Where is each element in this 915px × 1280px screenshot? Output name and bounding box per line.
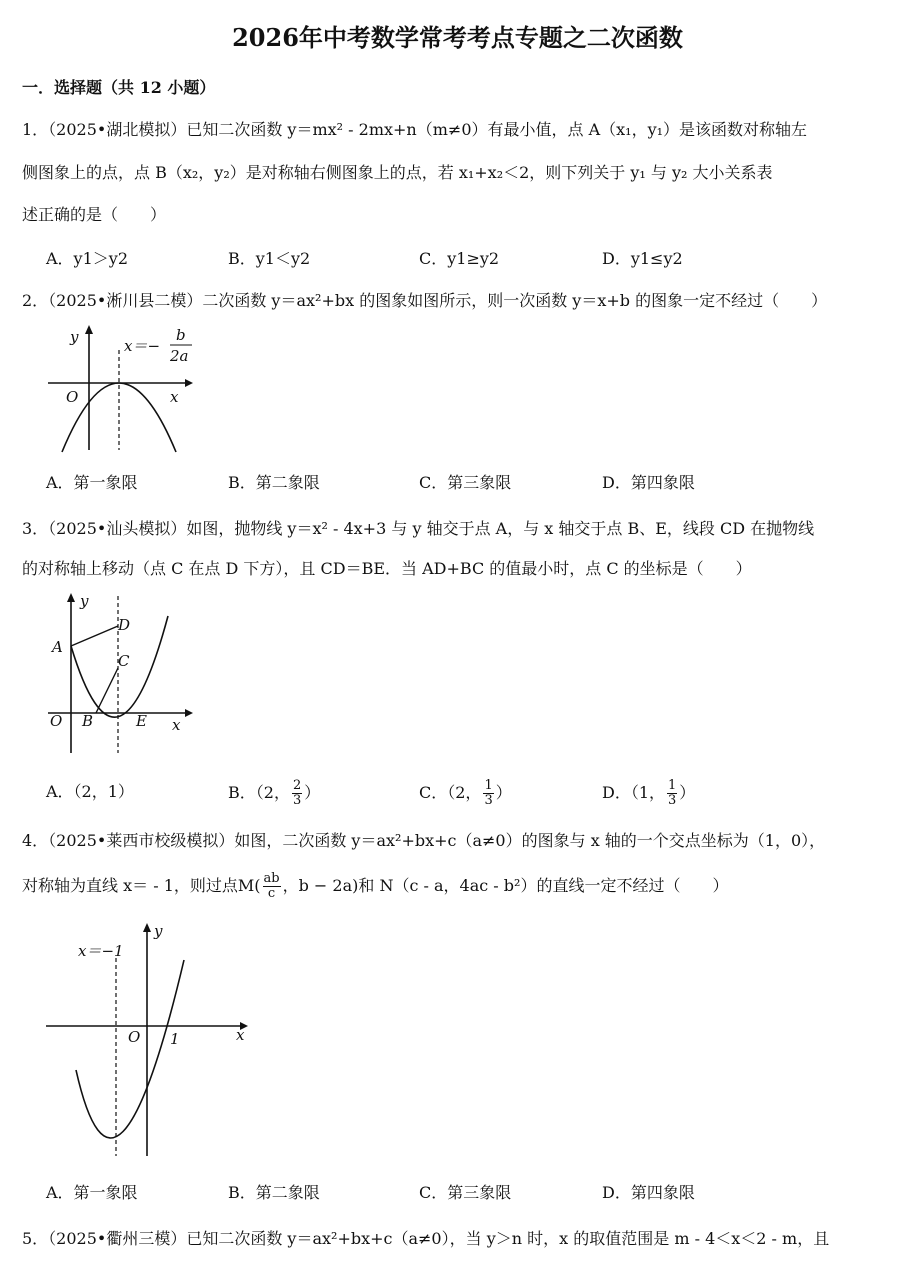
option-a[interactable]: A．y1＞y2 [46, 249, 128, 268]
option-c-fraction: $\frac{1}{3}$ [484, 778, 493, 808]
question-4-line-2 [22, 872, 728, 901]
question-2-figure [40, 320, 200, 460]
segment-ad [71, 626, 118, 646]
option-c[interactable]: C．（2， $\frac{1}{3}$ ） [419, 778, 512, 808]
option-a[interactable]: A．第一象限 [46, 473, 138, 492]
section-heading: 一．选择题（共 12 小题） [22, 78, 216, 97]
option-d[interactable]: D．（1， $\frac{1}{3}$ ） [602, 778, 696, 808]
question-3-line-2: 的对称轴上移动（点 C 在点 D 下方），且 CD＝BE．当 AD+BC 的值最小时，点 C 的坐标是（ ） [22, 559, 752, 578]
y-axis-arrow [143, 923, 151, 932]
option-d-text: D．（1， [602, 783, 666, 802]
option-d[interactable]: D．第四象限 [602, 473, 695, 492]
question-4-line-1: 4．（2025•莱西市校级模拟）如图，二次函数 y＝ax²+bx+c（a≠0）的图象与 x 轴的一个交点坐标为（1，0）， [22, 831, 826, 850]
question-4-line-2-start: 对称轴为直线 x＝ - 1，则过点M( [22, 876, 261, 895]
question-2-line-1: 2．（2025•淅川县二模）二次函数 y＝ax²+bx 的图象如图所示，则一次函数 y＝x+b 的图象一定不经过（ ） [22, 291, 828, 310]
inline-fraction: $\frac{ab}{c}$ [263, 871, 280, 901]
option-b[interactable]: B．第二象限 [228, 1183, 320, 1202]
label-x: x [172, 716, 181, 734]
question-1-line-2: 侧图象上的点，点 B（x₂，y₂）是对称轴右侧图象上的点，若 x₁+x₂＜2，则下列关于 y₁ 与 y₂ 大小关系表 [22, 163, 773, 182]
y-axis-arrow [67, 593, 75, 602]
option-b[interactable]: B．第二象限 [228, 473, 320, 492]
option-b-fraction: $\frac{2}{3}$ [292, 778, 302, 808]
question-3-figure [40, 588, 200, 758]
y-label: y [154, 922, 163, 940]
label-d: D [118, 616, 131, 634]
axis-equation-label: x＝−1 [78, 942, 124, 960]
option-a[interactable]: A．（2，1） [46, 782, 134, 801]
question-1-line-3: 述正确的是（ ） [22, 205, 167, 224]
label-a: A [52, 638, 63, 656]
x-label: x [170, 388, 179, 406]
option-b[interactable]: B．y1＜y2 [228, 249, 311, 268]
option-d[interactable]: D．y1≤y2 [602, 249, 683, 268]
origin-label: O [66, 388, 79, 406]
option-b-text: B．（2， [228, 783, 290, 802]
origin-label: O [128, 1028, 141, 1046]
tick-one-label: 1 [170, 1030, 180, 1048]
option-c[interactable]: C．第三象限 [419, 1183, 512, 1202]
option-d[interactable]: D．第四象限 [602, 1183, 695, 1202]
option-c[interactable]: C．y1≥y2 [419, 249, 500, 268]
question-3-line-1: 3．（2025•汕头模拟）如图，抛物线 y＝x² - 4x+3 与 y 轴交于点 A，与 x 轴交于点 B、E，线段 CD 在抛物线 [22, 519, 815, 538]
axis-equation-label: x＝− [124, 337, 161, 355]
label-e: E [136, 712, 147, 730]
question-1-line-1: 1．（2025•湖北模拟）已知二次函数 y＝mx² - 2mx+n（m≠0）有最小值，点 A（x₁，y₁）是该函数对称轴左 [22, 120, 808, 139]
question-4-figure [40, 918, 270, 1168]
question-5-line-1: 5．（2025•衢州三模）已知二次函数 y＝ax²+bx+c（a≠0），当 y＞n 时，x 的取值范围是 m - 4＜x＜2 - m，且 [22, 1229, 830, 1248]
option-c-text: C．（2， [419, 783, 482, 802]
label-c: C [118, 652, 130, 670]
label-y: y [80, 592, 89, 610]
question-4-options [46, 1180, 896, 1206]
question-1-options [46, 246, 896, 272]
option-b[interactable]: B．（2， $\frac{2}{3}$ ） [228, 778, 321, 808]
page-title: 2026年中考数学常考考点专题之二次函数 [232, 23, 683, 52]
axis-frac-num: b [176, 326, 186, 344]
label-b: B [82, 712, 94, 730]
parabola [76, 960, 184, 1138]
question-4-line-2-end: ，b − 2a)和 N（c - a，4ac - b²）的直线一定不经过（ ） [282, 876, 729, 895]
y-axis-arrow [85, 325, 93, 334]
y-label: y [70, 328, 79, 346]
x-label: x [236, 1026, 245, 1044]
axis-frac-den: 2a [170, 347, 189, 365]
segment-bc [96, 668, 118, 713]
x-axis-arrow [185, 709, 193, 717]
label-o: O [50, 712, 63, 730]
x-axis-arrow [185, 379, 193, 387]
option-a[interactable]: A．第一象限 [46, 1183, 138, 1202]
option-c[interactable]: C．第三象限 [419, 473, 512, 492]
question-3-options [46, 778, 896, 808]
option-d-fraction: $\frac{1}{3}$ [668, 778, 677, 808]
question-2-options [46, 470, 896, 496]
